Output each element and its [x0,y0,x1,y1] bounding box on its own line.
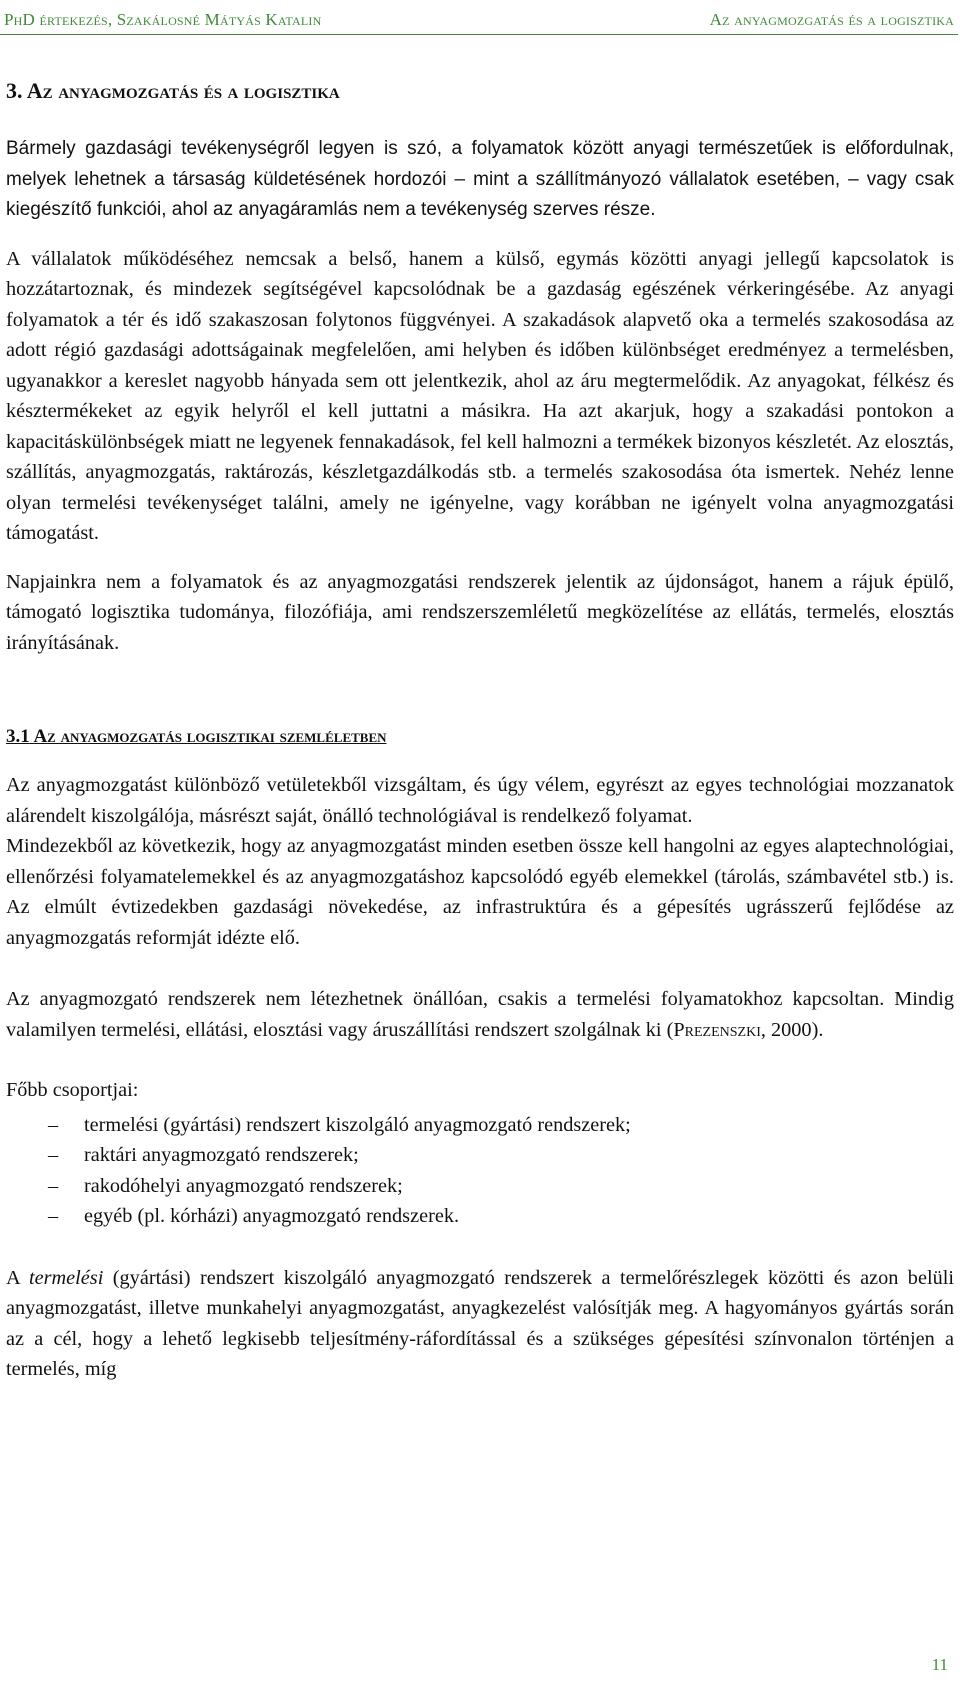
list-intro: Főbb csoportjai: [6,1079,139,1101]
emphasis-term: termelési [28,1266,104,1289]
subsection-title: Az anyagmozgatás logisztikai szemléletben [33,726,387,747]
paragraph-material-flows: A vállalatok működéséhez nemcsak a belső, hanem a külső, egymás közötti anyagi jellegű kapcsolatok is hozzátartoznak, és mindezek segítségével kapcsolódnak be a gazdaság egészének vérkeringésébe. Az anyagi folyamatok a tér és idő szakaszosan folytonos függvényei. A szakadások alapvető oka a termelés szakosodása az adott régió gazdasági adottságainak megfelelően, ami helyben és időben különbséget eredményez a termelésben, ugyanakkor a kereslet nagyobb hányada sem ott jelentkezik, ahol az áru megtermelődik. Az anyagokat, félkész és késztermékeket az egyik helyről el kell juttatni a másikra. Ha azt akarjuk, hogy a szakadási pontokon a kapacitáskülönbségek miatt ne legyenek fennakadások, fel kell halmozni a termékek bizonyos készletét. Az elosztás, szállítás, anyagmozgatás, raktározás, készletgazdálkodás stb. a termelés szakosodása óta ismertek. Nehéz lenne olyan termelési tevékenységet találni, amely ne igényelne, vagy korábban ne igényelt volna anyagmozgatási támogatást. [6,247,954,544]
paragraph-production-systems [6,1263,954,1385]
list-item: – rakodóhelyi anyagmozgató rendszerek; [6,1171,954,1202]
system-groups-list [6,1110,954,1232]
running-header [0,4,958,35]
subsection-heading [6,726,954,748]
production-text-start: A [6,1266,29,1289]
section-heading [6,78,954,104]
page-body [6,78,954,1385]
list-item: – raktári anyagmozgató rendszerek; [6,1140,954,1171]
production-text-end: (gyártási) rendszert kiszolgáló anyagmozgató rendszerek a termelőrészlegek közötti és azon belüli anyagmozgatást, illetve munkahelyi anyagmozgatást, anyagkezelést valósítják meg. A hagyományos gyártás során az a cél, hogy a lehető legkisebb teljesítmény-ráfordítással és a szükséges gépesítési színvonalon történjen a termelés, míg [6,1266,954,1380]
paragraph-intro: Bármely gazdasági tevékenységről legyen is szó, a folyamatok között anyagi természetűek is előfordulnak, melyek lehetnek a társaság küldetésének hordozói – mint a szállítmányozó vállalatok esetében, – vagy csak kiegészítő funkciói, ahol az anyagáramlás nem a tevékenység szerves része. [6,138,954,220]
section-title: Az anyagmozgatás és a logisztika [26,78,340,103]
list-item: – egyéb (pl. kórházi) anyagmozgató rendszerek. [6,1201,954,1232]
header-chapter: Az anyagmozgatás és a logisztika [709,10,954,29]
paragraph-logistics: Napjainkra nem a folyamatok és az anyagmozgatási rendszerek jelentik az újdonságot, hanem a rájuk épülő, támogató logisztika tudománya, filozófiája, ami rendszerszemléletű megközelítése az ellátás, termelés, elosztás irányításának. [6,570,954,654]
header-author: PhD értekezés, Szakálosné Mátyás Katalin [4,10,322,29]
subsection-number: 3.1 [6,726,30,747]
section-number: 3. [6,78,23,103]
systems-text-end: , 2000). [760,1018,824,1041]
list-item: – termelési (gyártási) rendszert kiszolgáló anyagmozgató rendszerek; [6,1110,954,1141]
page-number: 11 [931,1655,948,1674]
paragraph-aspects: Az anyagmozgatást különböző vetületekből vizsgáltam, és úgy vélem, egyrészt az egyes technológiai mozzanatok alárendelt kiszolgálója, másrészt saját, önálló technológiával is rendelkező folyamat. [6,774,954,827]
paragraph-coordination: Mindezekből az következik, hogy az anyagmozgatást minden esetben össze kell hangolni az egyes alaptechnológiai, ellenőrzési folyamatelemekkel és az anyagmozgatáshoz kapcsolódó egyéb elemekkel (tárolás, számbavétel stb.) is. Az elmúlt évtizedekben gazdasági növekedése, az infrastruktúra és a gépesítés ugrásszerű fejlődése az anyagmozgatás reformját idézte elő. [6,835,954,949]
paragraph-systems [6,984,954,1045]
citation-author: Prezenszki [673,1018,761,1041]
systems-text-start: Az anyagmozgató rendszerek nem létezhetnek önállóan, csakis a termelési folyamatokhoz kapcsoltan. Mindig valamilyen termelési, ellátási, elosztási vagy áruszállítási rendszert szolgálnak ki ( [6,988,954,1041]
